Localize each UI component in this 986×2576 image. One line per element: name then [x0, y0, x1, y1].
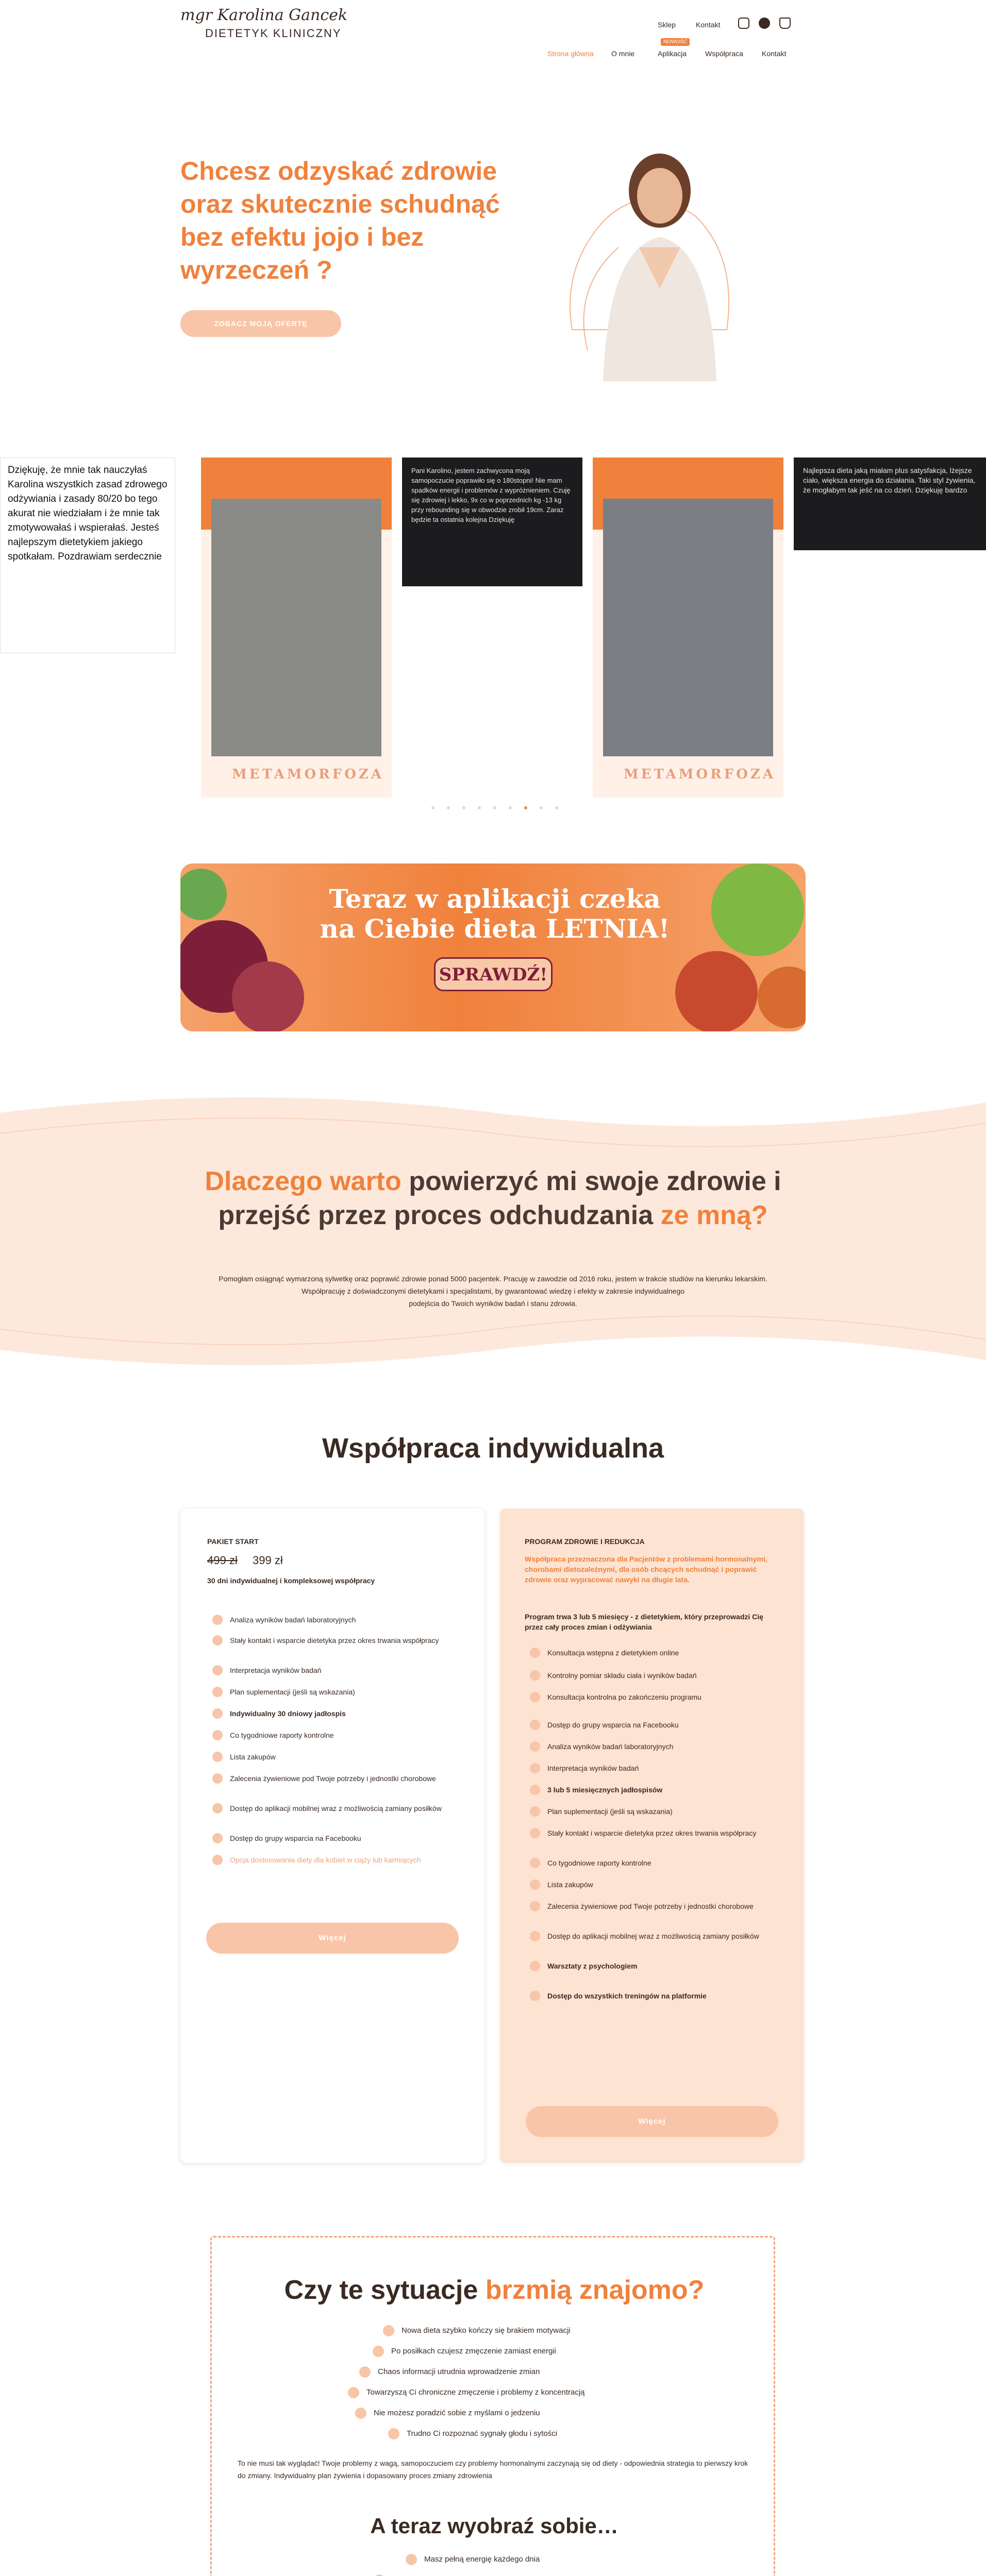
why-paragraph-2: podejścia do Twoich wyników badań i stanu zdrowia.	[409, 1299, 577, 1308]
facebook-icon[interactable]	[759, 18, 770, 29]
chat-screenshot-1: Pani Karolino, jestem zachwycona moją samopoczucie poprawiło się o 180stopni! Nie mam spadków energii i problemów z wypróżnieniem. Czuję się zdrowiej i lekko, 9x co w poprzednich kg -13 kg przy rebounding się w obwodzie zrobił 19cm. Zaraz będzie ta ostatnia kolejna Dziękuję	[402, 457, 582, 586]
why-section	[0, 1072, 986, 1386]
feature-item: 3 lub 5 miesięcznych jadłospisów	[547, 1785, 774, 1795]
package-subtitle: 30 dni indywidualnej i kompleksowej współpracy	[207, 1577, 375, 1585]
logo-script[interactable]: mgr Karolina Gancek	[180, 6, 348, 24]
subnav-about[interactable]: O mnie	[611, 49, 635, 58]
before-after-photo	[603, 499, 773, 756]
feature-item: Dostęp do aplikacji mobilnej wraz z możliwością zamiany posiłków	[547, 1931, 774, 1941]
feature-item: Stały kontakt i wsparcie dietetyka przez okres trwania współpracy	[230, 1635, 457, 1646]
situation-item: Towarzyszą Ci chroniczne zmęczenie i problemy z koncentracją	[366, 2388, 585, 2397]
instagram-icon[interactable]	[738, 18, 749, 29]
promo-line-1: Teraz w aplikacji czeka	[329, 884, 661, 914]
nav-contact[interactable]: Kontakt	[696, 21, 721, 29]
feature-item: Zalecenia żywieniowe pod Twoje potrzeby i jednostki chorobowe	[547, 1901, 774, 1911]
why-title-line-1	[155, 1164, 831, 1198]
situations-title-accent: brzmią znajomo?	[485, 2275, 705, 2305]
feature-item: Indywidualny 30 dniowy jadłospis	[230, 1708, 457, 1719]
situations-paragraph: To nie musi tak wyglądać! Twoje problemy z wagą, samopoczuciem czy problemy hormonalnymi zaczynają się od diety - odpowiednia strategia to pierwszy krok do zmiany. Indywidualny plan żywienia i dopasowany proces zmiany zdrowienia	[238, 2459, 748, 2480]
program-subtitle: Program trwa 3 lub 5 miesięcy - z dietetykiem, który przeprowadzi Cię przez cały proces zmian i odżywiania	[525, 1613, 763, 1631]
feature-item: Co tygodniowe raporty kontrolne	[547, 1858, 774, 1868]
program-more-button[interactable]: Więcej	[526, 2106, 778, 2137]
metamorphosis-label: METAMORFOZA	[232, 767, 384, 782]
new-badge: NOWOŚĆ	[661, 38, 690, 46]
subnav-home[interactable]: Strona główna	[547, 49, 594, 58]
package-start-more-button[interactable]: Więcej	[206, 1923, 459, 1954]
feature-item: Opcja dostosowania diety dla kobiet w ciąży lub karmiących	[230, 1855, 457, 1865]
hero-title: Chcesz odzyskać zdrowie oraz skutecznie schudnąć bez efektu jojo i bez wyrzeczeń ?	[180, 157, 500, 284]
promo-line-2: na Ciebie dieta LETNIA!	[320, 913, 670, 944]
cart-icon[interactable]	[779, 18, 791, 29]
old-price: 499 zł	[207, 1554, 238, 1567]
metamorphosis-label: METAMORFOZA	[624, 767, 776, 782]
package-tag: PAKIET START	[207, 1537, 259, 1546]
feature-item: Lista zakupów	[547, 1879, 774, 1890]
why-title-text: powierzyć mi swoje zdrowie i	[409, 1166, 781, 1196]
before-after-photo	[211, 499, 381, 756]
why-title-accent: ze mną?	[660, 1200, 768, 1230]
why-title-line-2	[155, 1198, 831, 1232]
feature-item: Lista zakupów	[230, 1752, 457, 1762]
situation-item: Nowa dieta szybko kończy się brakiem motywacji	[402, 2326, 571, 2335]
feature-item: Warsztaty z psychologiem	[547, 1961, 774, 1971]
new-price: 399 zł	[253, 1554, 283, 1567]
situations-title-text: Czy te sytuacje	[284, 2275, 478, 2305]
feature-item: Co tygodniowe raporty kontrolne	[230, 1730, 457, 1740]
situation-item: Po posiłkach czujesz zmęczenie zamiast energii	[391, 2347, 557, 2355]
situation-item: Chaos informacji utrudnia wprowadzenie zmian	[378, 2367, 540, 2376]
feature-item: Interpretacja wyników badań	[230, 1665, 457, 1675]
situation-item: Trudno Ci rozpoznać sygnały głodu i sytości	[407, 2429, 558, 2438]
hero-photo	[541, 134, 758, 381]
promo-banner[interactable]	[180, 863, 806, 1031]
carousel-dots[interactable]	[428, 804, 562, 809]
feature-item: Analiza wyników badań laboratoryjnych	[230, 1615, 457, 1625]
feature-item: Dostęp do aplikacji mobilnej wraz z możliwością zamiany posiłków	[230, 1803, 457, 1814]
feature-item: Plan suplementacji (jeśli są wskazania)	[547, 1806, 774, 1817]
see-offer-button[interactable]: ZOBACZ MOJĄ OFERTĘ	[180, 310, 341, 337]
metamorphosis-card-2	[593, 457, 783, 798]
feature-item: Dostęp do wszystkich treningów na platformie	[547, 1991, 774, 2001]
situation-item: Nie możesz poradzić sobie z myślami o jedzeniu	[374, 2409, 540, 2417]
program-card	[500, 1509, 804, 2163]
nav-shop[interactable]: Sklep	[658, 21, 676, 29]
situations-box	[210, 2236, 775, 2576]
feature-item: Zalecenia żywieniowe pod Twoje potrzeby i jednostki chorobowe	[230, 1773, 457, 1784]
logo-subtitle: DIETETYK KLINICZNY	[205, 27, 342, 40]
feature-item: Kontrolny pomiar składu ciała i wyników badań	[547, 1670, 774, 1681]
chat-screenshot-2: Najlepsza dieta jaką miałam plus satysfakcja, lżejsze ciało, większa energia do działania. Taki styl żywienia, że mogłabym tak jeść na co dzień. Dziękuję bardzo	[794, 457, 986, 550]
package-start-card	[180, 1509, 484, 2163]
feature-item: Stały kontakt i wsparcie dietetyka przez okres trwania współpracy	[547, 1828, 774, 1838]
program-lead: Współpraca przeznaczona dla Pacjentów z problemami hormonalnymi, chorobami dietozależnymi, dla osób chcących schudnąć i poprawić zdrowie oraz wypracować nawyki na długie lata.	[525, 1555, 767, 1584]
program-tag: PROGRAM ZDROWIE I REDUKCJA	[525, 1537, 645, 1546]
subnav-app[interactable]: Aplikacja	[658, 49, 687, 58]
feature-item: Konsultacja kontrolna po zakończeniu programu	[547, 1692, 774, 1702]
testimonial-message-left: Dziękuję, że mnie tak nauczyłaś Karolina wszystkich zasad zdrowego odżywiania i zasady 80/20 bo tego akurat nie wiedziałam i że mnie tak zmotywowałaś i wspierałaś. Jesteś najlepszym dietetykiem jakiego spotkałam. Pozdrawiam serdecznie	[0, 457, 175, 653]
individual-title: Współpraca indywidualna	[322, 1433, 664, 1464]
imagine-item: Masz pełną energię każdego dnia	[424, 2555, 540, 2564]
situations-title	[212, 2275, 777, 2306]
imagine-title: A teraz wyobraź sobie…	[370, 2514, 619, 2538]
subnav-cooperation[interactable]: Współpraca	[705, 49, 743, 58]
feature-item: Analiza wyników badań laboratoryjnych	[547, 1741, 774, 1752]
feature-item: Interpretacja wyników badań	[547, 1763, 774, 1773]
feature-item: Dostęp do grupy wsparcia na Facebooku	[547, 1720, 774, 1730]
why-title-text: przejść przez proces odchudzania	[218, 1200, 654, 1230]
why-paragraph: Pomogłam osiągnąć wymarzoną sylwetkę oraz poprawić zdrowie ponad 5000 pacjentek. Pracuję w zawodzie od 2016 roku, jestem w trakcie studiów na kierunku lekarskim. Współpracuję z doświadczonymi dietetykami i specjalistami, by gwarantować wiedzę i efekty w zakresie indywidualnego	[219, 1275, 767, 1295]
feature-item: Plan suplementacji (jeśli są wskazania)	[230, 1687, 457, 1697]
promo-check-button[interactable]: SPRAWDŹ!	[434, 957, 553, 991]
site-header	[0, 0, 986, 62]
feature-item: Konsultacja wstępna z dietetykiem online	[547, 1648, 774, 1658]
feature-item: Dostęp do grupy wsparcia na Facebooku	[230, 1833, 457, 1843]
metamorphosis-card-1	[201, 457, 392, 798]
subnav-contact[interactable]: Kontakt	[762, 49, 787, 58]
why-title-accent: Dlaczego warto	[205, 1166, 402, 1196]
